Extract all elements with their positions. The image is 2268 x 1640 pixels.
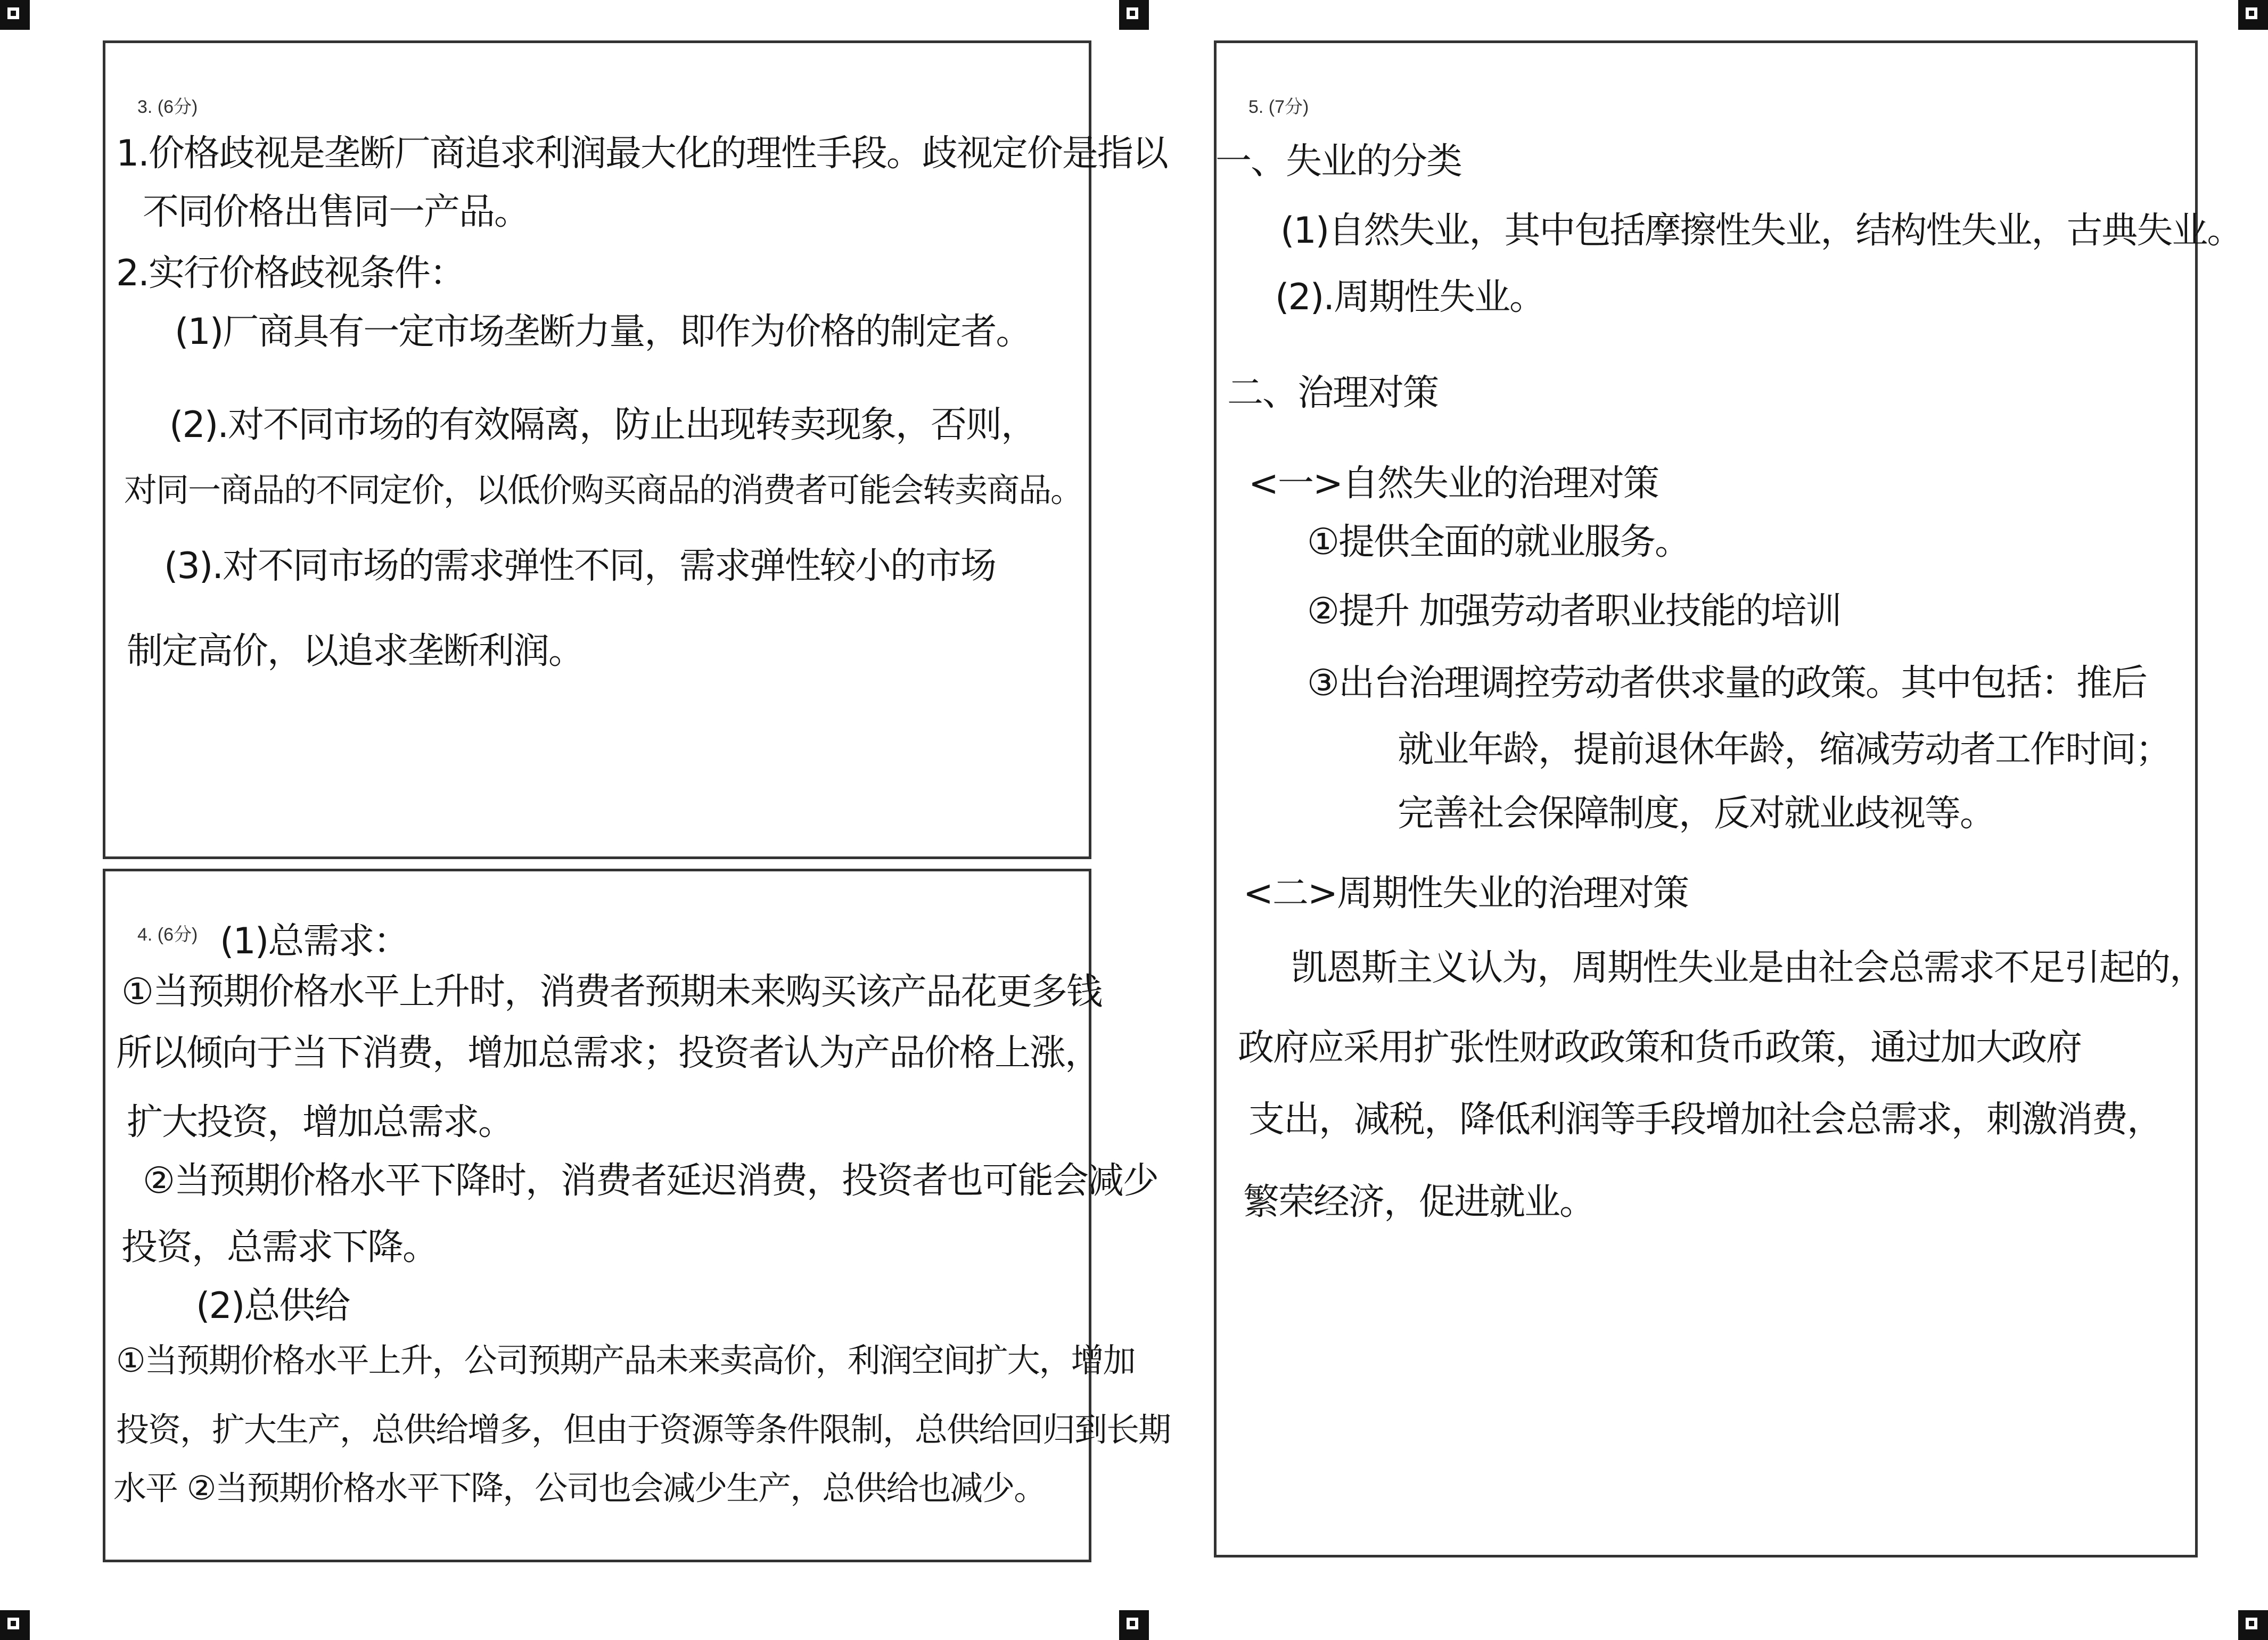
q4-line-10: 水平 ②当预期价格水平下降，公司也会减少生产，总供给也减少。 [113,1469,1046,1507]
registration-marker-bottom-left [0,1610,30,1640]
q3-line-7: (3).对不同市场的需求弹性不同，需求弹性较小的市场 [164,545,996,587]
q4-line-4: 扩大投资，增加总需求。 [127,1101,514,1143]
q5-line-2: (1)自然失业，其中包括摩擦性失业，结构性失业，古典失业。 [1280,210,2242,252]
registration-marker-top-left [0,0,30,30]
q5-line-11: <二>周期性失业的治理对策 [1243,872,1688,914]
q4-line-2: ①当预期价格水平上升时，消费者预期未来购买该产品花更多钱 [121,971,1102,1013]
q5-line-12: 凯恩斯主义认为，周期性失业是由社会总需求不足引起的， [1291,947,2205,989]
q3-line-1: 1.价格歧视是垄断厂商追求利润最大化的理性手段。歧视定价是指以 [116,133,1168,175]
q3-line-8: 制定高价，以追求垄断利润。 [127,630,584,672]
registration-marker-top-center [1119,0,1149,30]
registration-marker-bottom-center [1119,1610,1149,1640]
registration-marker-bottom-right [2238,1610,2268,1640]
q5-line-4: 二、治理对策 [1227,372,1439,414]
q5-line-7: ②提升 加强劳动者职业技能的培训 [1307,590,1841,632]
q3-line-5: (2).对不同市场的有效隔离，防止出现转卖现象，否则， [169,404,1036,446]
q4-line-6: 投资，总需求下降。 [121,1226,438,1268]
q5-line-5: <一>自然失业的治理对策 [1248,463,1658,505]
q5-line-10: 完善社会保障制度，反对就业歧视等。 [1398,793,1995,835]
q5-line-3: (2).周期性失业。 [1275,276,1544,318]
question-label-q3: 3. (6分) [137,97,198,117]
registration-marker-top-right [2238,0,2268,30]
q5-line-1: 一、失业的分类 [1215,141,1462,183]
q4-line-8: ①当预期价格水平上升，公司预期产品未来卖高价，利润空间扩大，增加 [116,1341,1135,1380]
q3-line-3: 2.实行价格歧视条件： [116,252,465,294]
q4-line-7: (2)总供给 [196,1285,350,1327]
q5-line-6: ①提供全面的就业服务。 [1307,521,1690,563]
q3-line-2: 不同价格出售同一产品。 [143,191,530,233]
q3-line-4: (1)厂商具有一定市场垄断力量，即作为价格的制定者。 [175,311,1031,353]
question-label-q4: 4. (6分) [137,925,198,945]
q5-line-9: 就业年龄，提前退休年龄，缩减劳动者工作时间； [1398,729,2171,771]
q5-line-13: 政府应采用扩张性财政政策和货币政策，通过加大政府 [1238,1027,2082,1069]
q4-line-5: ②当预期价格水平下降时，消费者延迟消费，投资者也可能会减少 [143,1160,1158,1202]
q5-line-15: 繁荣经济，促进就业。 [1243,1181,1595,1223]
q5-line-8: ③出台治理调控劳动者供求量的政策。其中包括：推后 [1307,662,2147,704]
q3-line-6: 对同一商品的不同定价，以低价购买商品的消费者可能会转卖商品。 [124,471,1083,509]
question-label-q5: 5. (7分) [1248,97,1309,117]
q5-line-14: 支出，减税，降低利润等手段增加社会总需求，刺激消费， [1248,1099,2163,1141]
q4-line-3: 所以倾向于当下消费，增加总需求；投资者认为产品价格上涨， [116,1032,1100,1074]
q4-line-1: (1)总需求： [220,920,409,962]
q4-line-9: 投资，扩大生产，总供给增多，但由于资源等条件限制，总供给回归到长期 [116,1410,1171,1449]
